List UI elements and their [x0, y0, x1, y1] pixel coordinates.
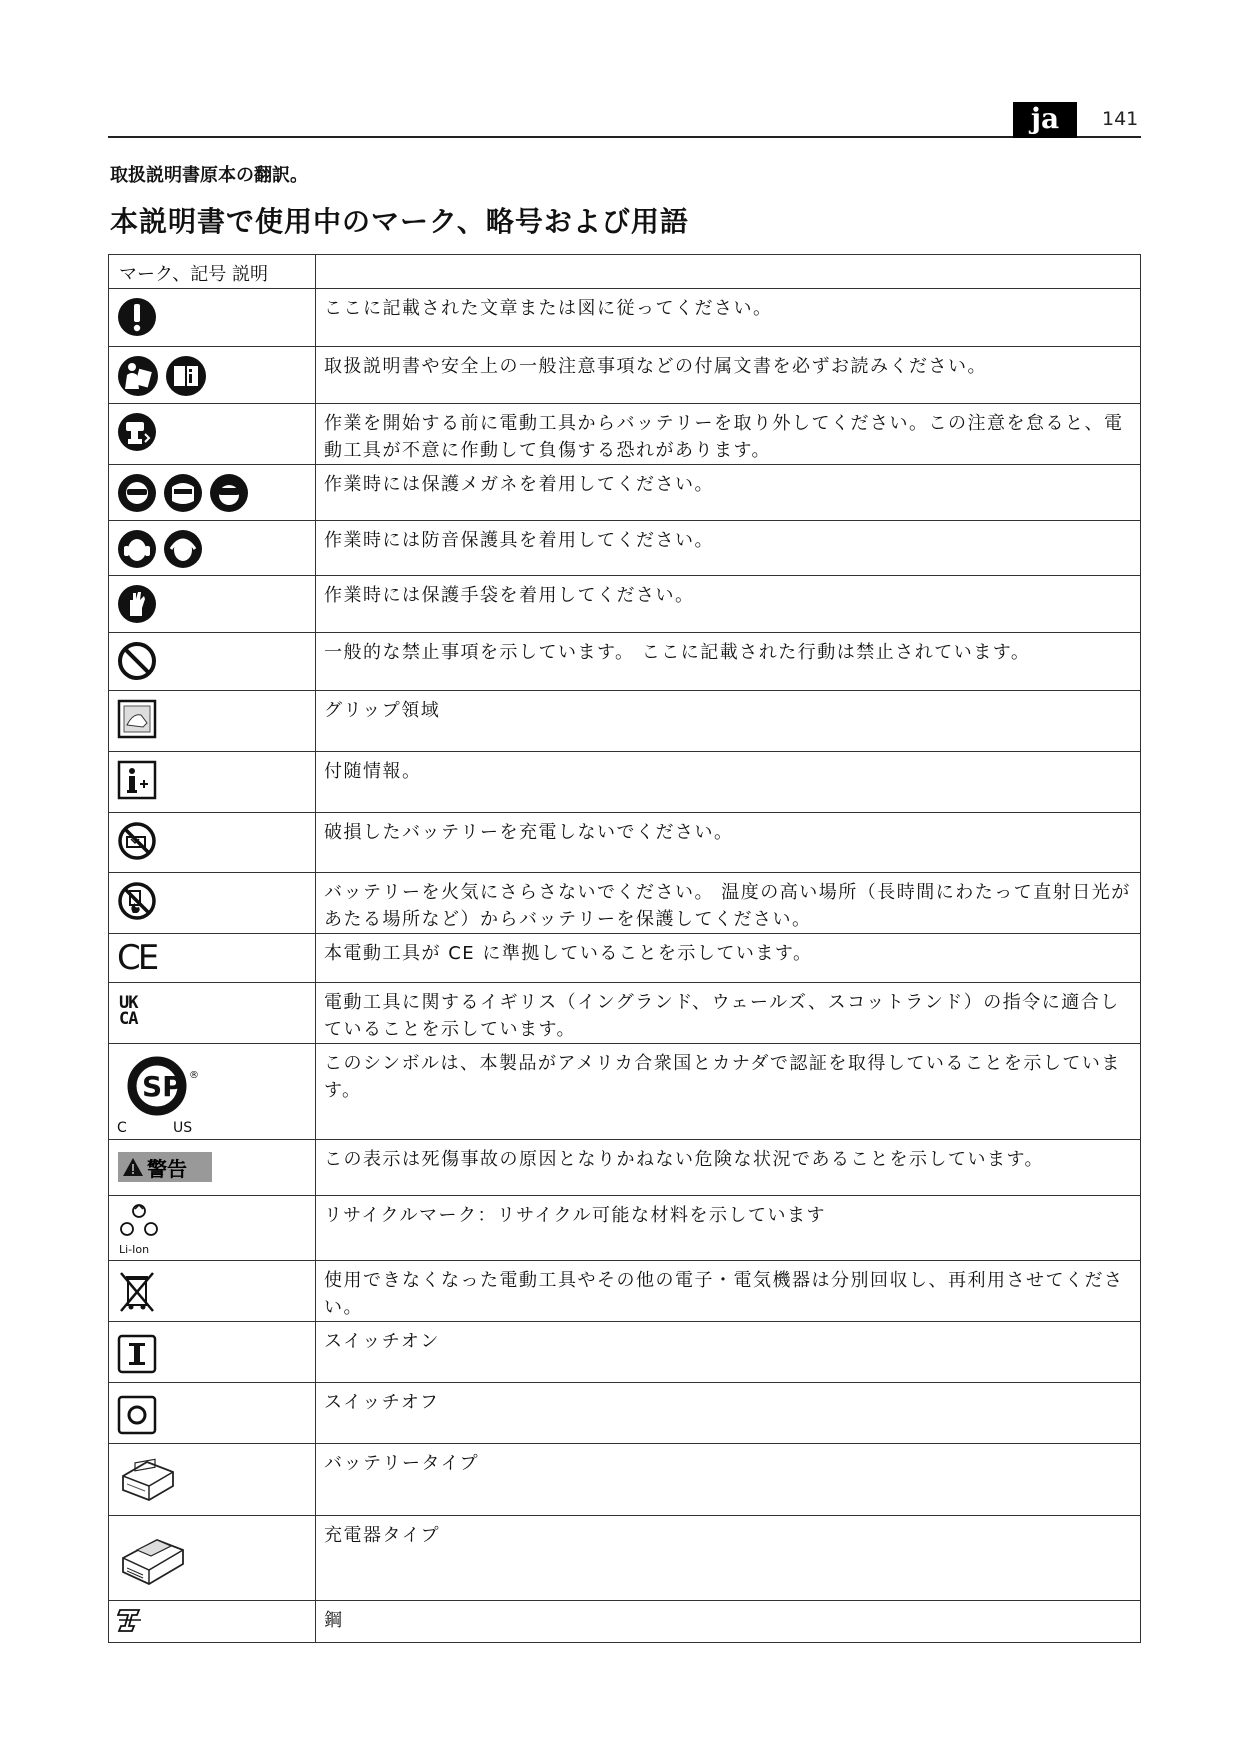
- row-description: 本電動工具が CE に準拠していることを示しています。: [316, 934, 1141, 983]
- ukca-mark-icon: [109, 983, 315, 1027]
- row-description: グリップ領域: [316, 691, 1141, 752]
- language-badge: ja: [1013, 102, 1077, 138]
- table-row: [109, 873, 1141, 934]
- table-row: [109, 1322, 1141, 1383]
- steel-icon: [117, 1606, 143, 1634]
- table-row: [109, 1261, 1141, 1322]
- ukca-line1: UK: [119, 993, 138, 1013]
- row-description: この表示は死傷事故の原因となりかねない危険な状況であることを示しています。: [316, 1140, 1141, 1196]
- table-row: [109, 1444, 1141, 1516]
- table-header-row: [109, 255, 1141, 289]
- row-description: スイッチオン: [316, 1322, 1141, 1383]
- mandatory-icon: [117, 297, 157, 337]
- warning-triangle-icon: [122, 1157, 144, 1177]
- page-title: 本説明書で使用中のマーク、略号および用語: [110, 205, 689, 238]
- table-row: [109, 404, 1141, 465]
- row-description: 作業時には保護手袋を着用してください。: [316, 576, 1141, 633]
- row-description: 一般的な禁止事項を示しています。 ここに記載された行動は禁止されています。: [316, 633, 1141, 691]
- read-manual-icon: [165, 355, 207, 397]
- safety-goggles-icon: [209, 473, 249, 513]
- warning-label-text: 警告: [147, 1156, 187, 1181]
- row-description: 電動工具に関するイギリス（イングランド、ウェールズ、スコットランド）の指令に適合していることを示しています。: [316, 983, 1141, 1044]
- read-manual-person-icon: [117, 355, 159, 397]
- table-row: [109, 521, 1141, 576]
- header-cell-description: [316, 255, 1141, 289]
- row-description: 作業を開始する前に電動工具からバッテリーを取り外してください。この注意を怠ると、電動工具が不意に作動して負傷する恐れがあります。: [316, 404, 1141, 465]
- table-row: [109, 1140, 1141, 1196]
- table-row: [109, 1516, 1141, 1601]
- battery-type-icon: [117, 1452, 179, 1506]
- recycle-li-ion-icon: [117, 1202, 161, 1242]
- row-description: このシンボルは、本製品がアメリカ合衆国とカナダで認証を取得していることを示しています。: [316, 1044, 1141, 1140]
- row-description: ここに記載された文章または図に従ってください。: [316, 289, 1141, 347]
- gloves-icon: [117, 584, 157, 624]
- li-ion-label: Li-Ion: [119, 1243, 150, 1256]
- switch-on-icon: [117, 1334, 157, 1374]
- row-description: リサイクルマーク：リサイクル可能な材料を示しています: [316, 1196, 1141, 1261]
- table-row: [109, 576, 1141, 633]
- ear-protection-icon: [117, 529, 157, 569]
- warning-label-icon: [118, 1152, 212, 1182]
- remove-battery-icon: [117, 412, 157, 452]
- no-fire-battery-icon: [117, 881, 157, 921]
- row-description: 付随情報。: [316, 752, 1141, 813]
- ear-muffs-icon: [163, 529, 203, 569]
- row-description: 作業時には保護メガネを着用してください。: [316, 465, 1141, 521]
- table-row: [109, 1601, 1141, 1643]
- prohibition-icon: [117, 641, 157, 681]
- header-cell-symbol: マーク、記号 説明: [109, 255, 316, 289]
- symbol-table: [108, 254, 1141, 1643]
- csa-c-label: C: [117, 1120, 127, 1136]
- table-row: [109, 813, 1141, 873]
- row-description: 使用できなくなった電動工具やその他の電子・電気機器は分別回収し、再利用させてください。: [316, 1261, 1141, 1322]
- face-shield-icon: [163, 473, 203, 513]
- row-description: 充電器タイプ: [316, 1516, 1141, 1601]
- grip-area-icon: [117, 699, 157, 739]
- csa-mark-icon: [117, 1050, 207, 1138]
- table-row: [109, 691, 1141, 752]
- table-row: [109, 289, 1141, 347]
- row-description: 破損したバッテリーを充電しないでください。: [316, 813, 1141, 873]
- table-row: [109, 1044, 1141, 1140]
- ce-mark-icon: CE: [117, 938, 157, 978]
- table-row: [109, 752, 1141, 813]
- row-description: 鋼: [316, 1601, 1141, 1643]
- ukca-line2: CA: [119, 1009, 138, 1029]
- csa-registered-mark: ®: [189, 1070, 199, 1081]
- table-row: [109, 983, 1141, 1044]
- row-description: 取扱説明書や安全上の一般注意事項などの付属文書を必ずお読みください。: [316, 347, 1141, 404]
- page-number: 141: [1102, 108, 1139, 130]
- row-description: 作業時には防音保護具を着用してください。: [316, 521, 1141, 576]
- table-row: [109, 1196, 1141, 1261]
- no-damaged-battery-charge-icon: [117, 821, 157, 861]
- svg-text:SP: SP: [142, 1070, 183, 1103]
- table-row: [109, 347, 1141, 404]
- table-row: [109, 465, 1141, 521]
- info-plus-icon: [117, 760, 157, 800]
- table-row: [109, 1383, 1141, 1444]
- table-row: [109, 934, 1141, 983]
- table-row: [109, 633, 1141, 691]
- document-subtitle: 取扱説明書原本の翻訳。: [110, 165, 308, 186]
- row-description: バッテリータイプ: [316, 1444, 1141, 1516]
- charger-type-icon: [117, 1524, 189, 1590]
- csa-logo-icon: [121, 1050, 193, 1122]
- switch-off-icon: [117, 1395, 157, 1435]
- header-rule: [108, 136, 1141, 138]
- csa-us-label: US: [173, 1120, 193, 1136]
- row-description: バッテリーを火気にさらさないでください。 温度の高い場所（長時間にわたって直射日光があたる場所など）からバッテリーを保護してください。: [316, 873, 1141, 934]
- row-description: スイッチオフ: [316, 1383, 1141, 1444]
- eye-protection-icon: [117, 473, 157, 513]
- weee-bin-icon: [117, 1269, 157, 1315]
